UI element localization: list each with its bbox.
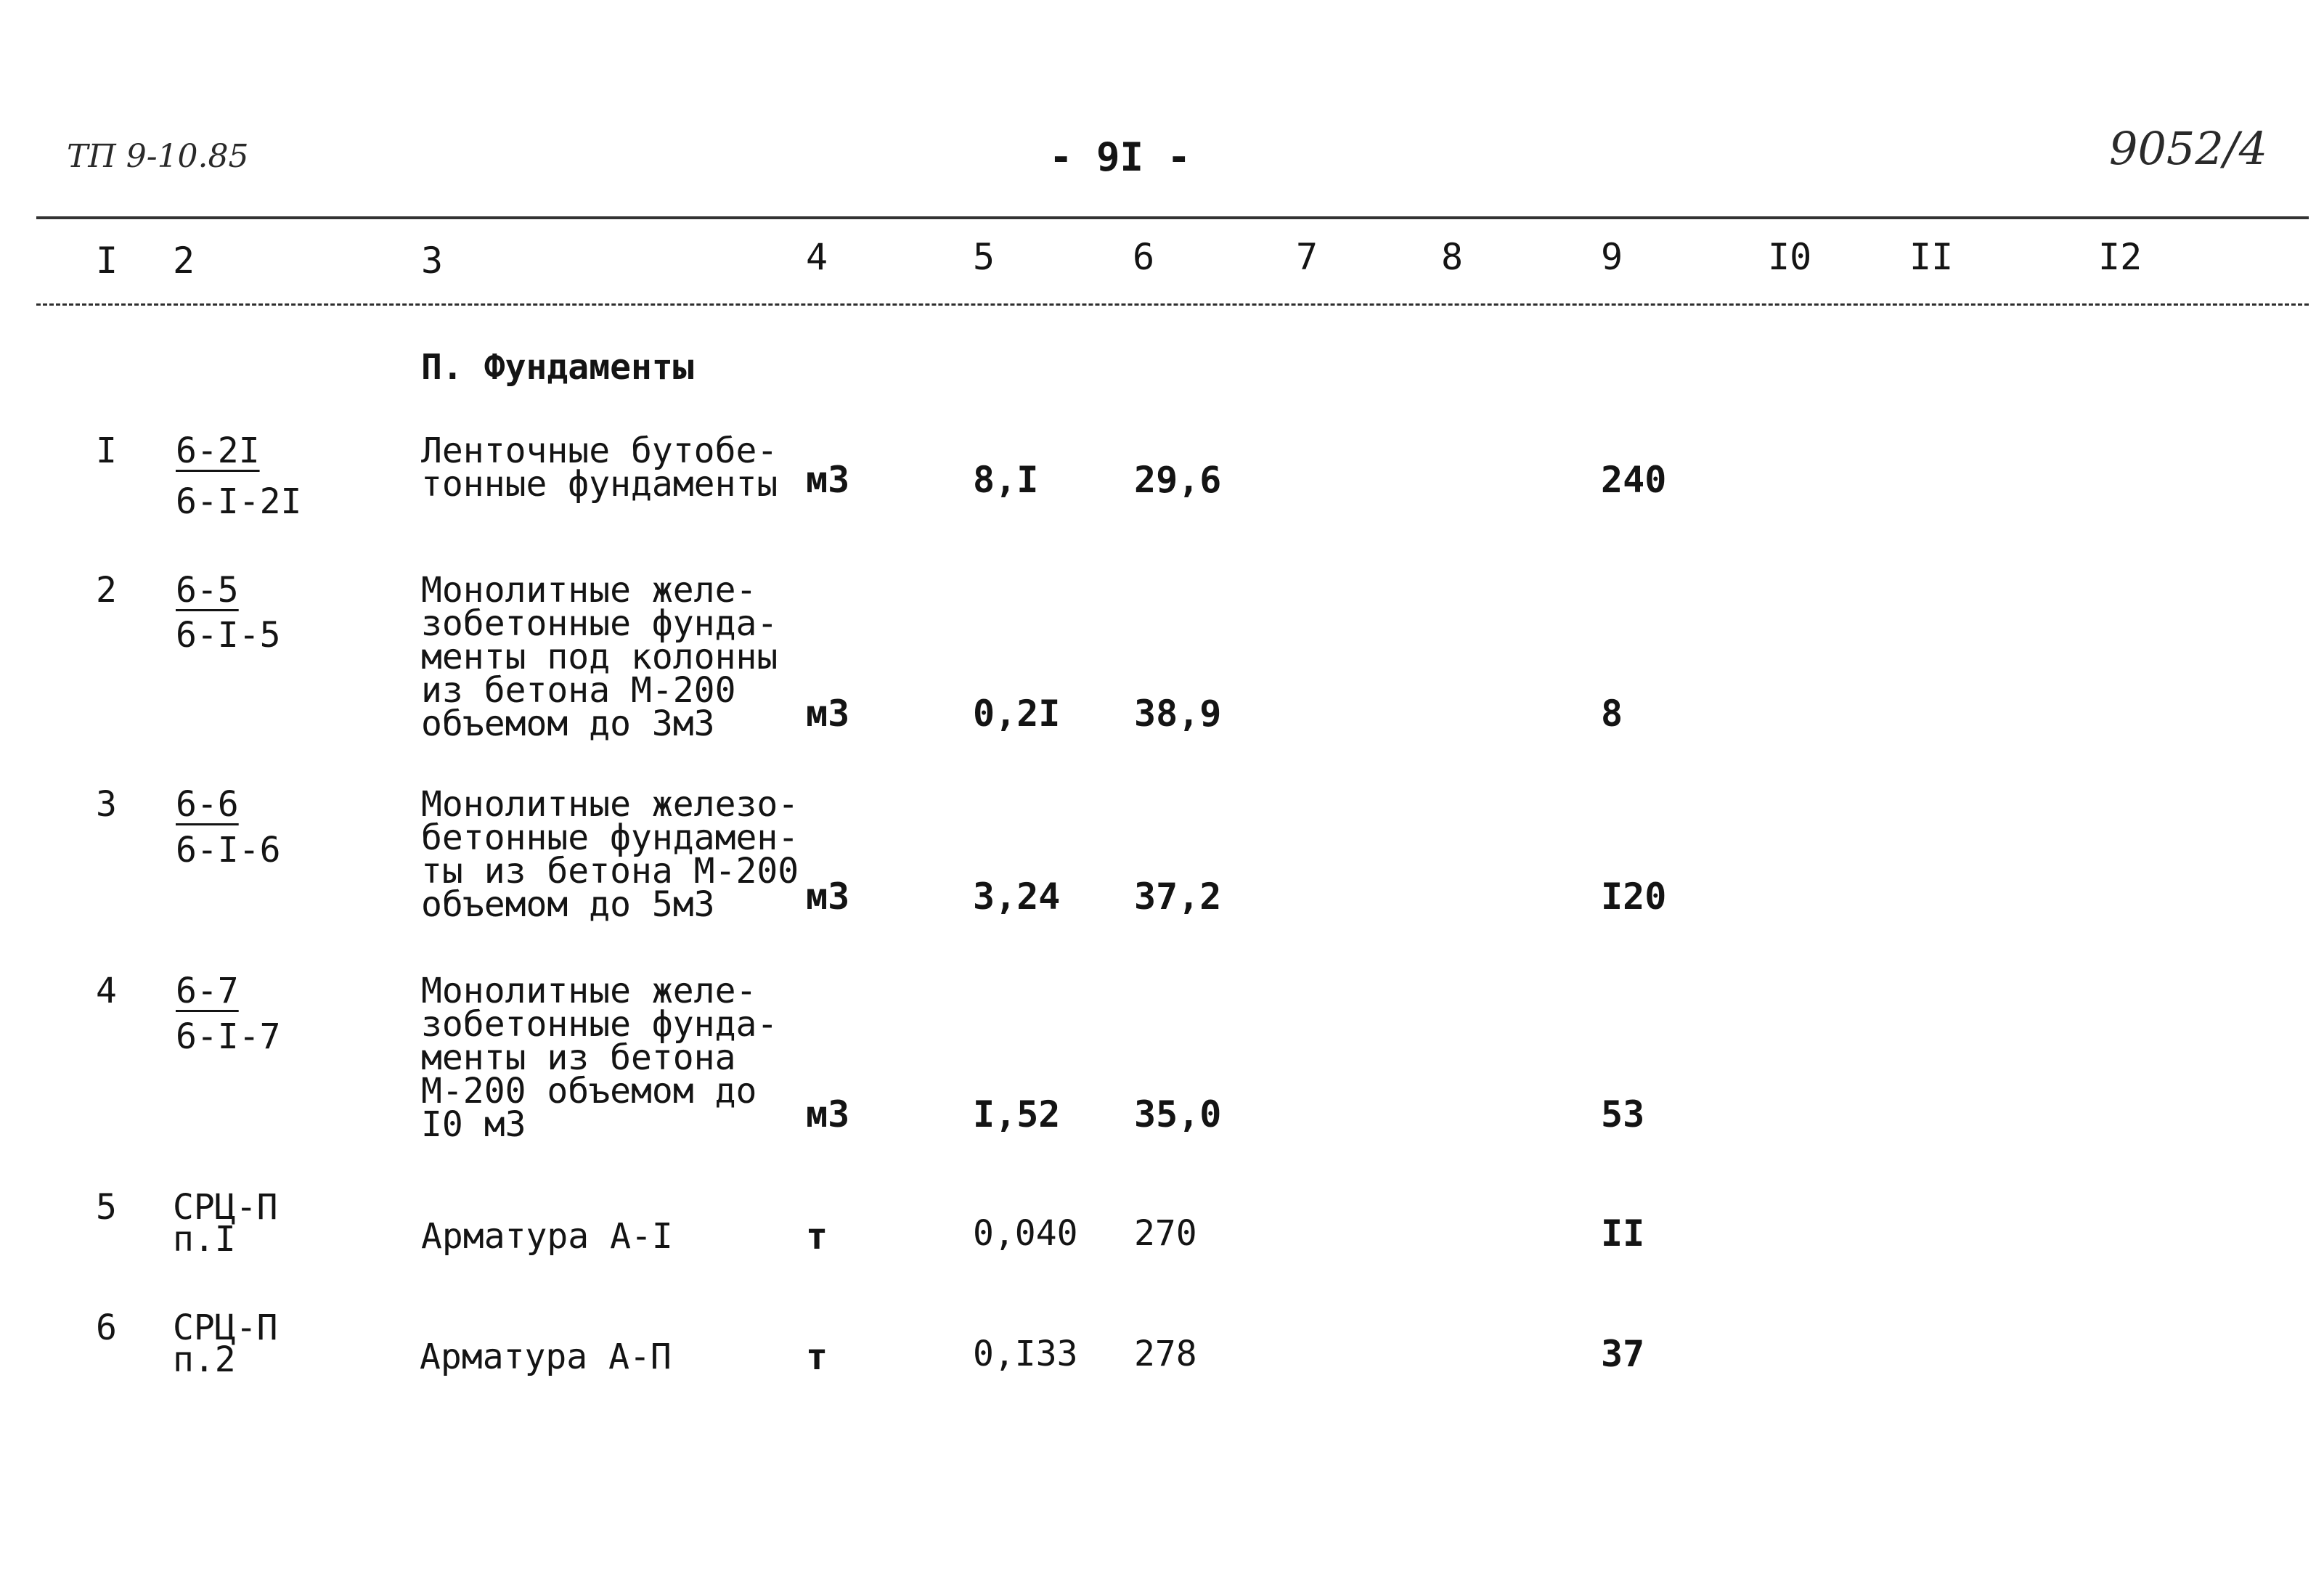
work-description: Монолитные желе- зобетонные фунда- менты под колонны из бетона М-200 объемом до 3м3 (421, 570, 778, 744)
unit: т (806, 1336, 828, 1378)
section-title: П. Фундаменты (421, 347, 694, 388)
price-value: 35,0 (1134, 1093, 1222, 1135)
quantity-value: 3,24 (973, 876, 1061, 918)
price-value: 270 (1134, 1213, 1197, 1254)
document-mark-left: ТП 9-10.85 (67, 138, 249, 175)
code-reference-top: 6-7 (176, 971, 239, 1011)
column-header: 3 (421, 240, 444, 282)
code-reference-top: 6-5 (176, 570, 239, 611)
total-value: 240 (1601, 459, 1667, 501)
code-reference-top: СРЦ-П (173, 1187, 278, 1228)
code-reference-bottom: 6-I-7 (176, 1016, 281, 1057)
column-header: 9 (1601, 236, 1623, 278)
column-header: I2 (2098, 236, 2142, 278)
quantity-value: 0,2I (973, 693, 1061, 735)
row-number: 2 (96, 570, 117, 611)
column-header: 6 (1133, 236, 1155, 278)
work-description: Арматура А-I (421, 1216, 673, 1257)
code-reference-bottom: п.I (173, 1219, 236, 1260)
price-value: 278 (1134, 1334, 1197, 1374)
quantity-value: I,52 (973, 1093, 1061, 1135)
work-description: Ленточные бутобе- тонные фундаменты (421, 431, 778, 505)
header-bottom-rule (36, 303, 2309, 306)
column-header: 8 (1441, 236, 1464, 278)
code-reference-top: СРЦ-П (173, 1308, 278, 1348)
total-value: 8 (1601, 693, 1623, 735)
code-reference-bottom: 6-I-5 (176, 615, 281, 656)
quantity-value: 0,040 (973, 1213, 1078, 1254)
total-value: 37 (1601, 1333, 1645, 1375)
code-reference-bottom: п.2 (173, 1339, 236, 1380)
unit: м3 (806, 693, 850, 735)
price-value: 38,9 (1134, 693, 1222, 735)
row-number: 5 (96, 1187, 117, 1228)
column-header: I (96, 240, 118, 282)
column-header: 2 (173, 240, 195, 282)
row-number: 3 (96, 784, 117, 825)
work-description: Арматура А-П (420, 1337, 672, 1377)
code-reference-bottom: 6-I-6 (176, 830, 281, 870)
header-top-rule (36, 216, 2309, 219)
row-number: I (96, 431, 117, 471)
row-number: 4 (96, 971, 117, 1011)
unit: т (806, 1215, 828, 1257)
document-mark-right: 9052/4 (2109, 122, 2268, 175)
quantity-value: 0,I33 (973, 1334, 1078, 1374)
work-description: Монолитные желе- зобетонные фунда- менты из бетона М-200 объемом до I0 м3 (421, 971, 778, 1145)
code-reference-top: 6-2I (176, 431, 260, 471)
code-reference-top: 6-6 (176, 784, 239, 825)
column-header: 7 (1296, 236, 1318, 278)
column-header: I0 (1768, 236, 1812, 278)
total-value: 53 (1601, 1093, 1645, 1135)
code-reference-bottom: 6-I-2I (176, 481, 302, 522)
page-number: - 9I - (1049, 134, 1191, 180)
column-header: 4 (806, 236, 828, 278)
price-value: 37,2 (1134, 876, 1222, 918)
total-value: II (1601, 1212, 1645, 1255)
work-description: Монолитные железо- бетонные фундамен- ты из бетона М-200 объемом до 5м3 (421, 784, 799, 925)
price-value: 29,6 (1134, 459, 1222, 501)
column-header: 5 (973, 236, 995, 278)
unit: м3 (806, 459, 850, 501)
quantity-value: 8,I (973, 459, 1039, 501)
unit: м3 (806, 876, 850, 918)
total-value: I20 (1601, 876, 1667, 918)
row-number: 6 (96, 1308, 117, 1348)
column-header: II (1909, 236, 1954, 278)
unit: м3 (806, 1093, 850, 1135)
